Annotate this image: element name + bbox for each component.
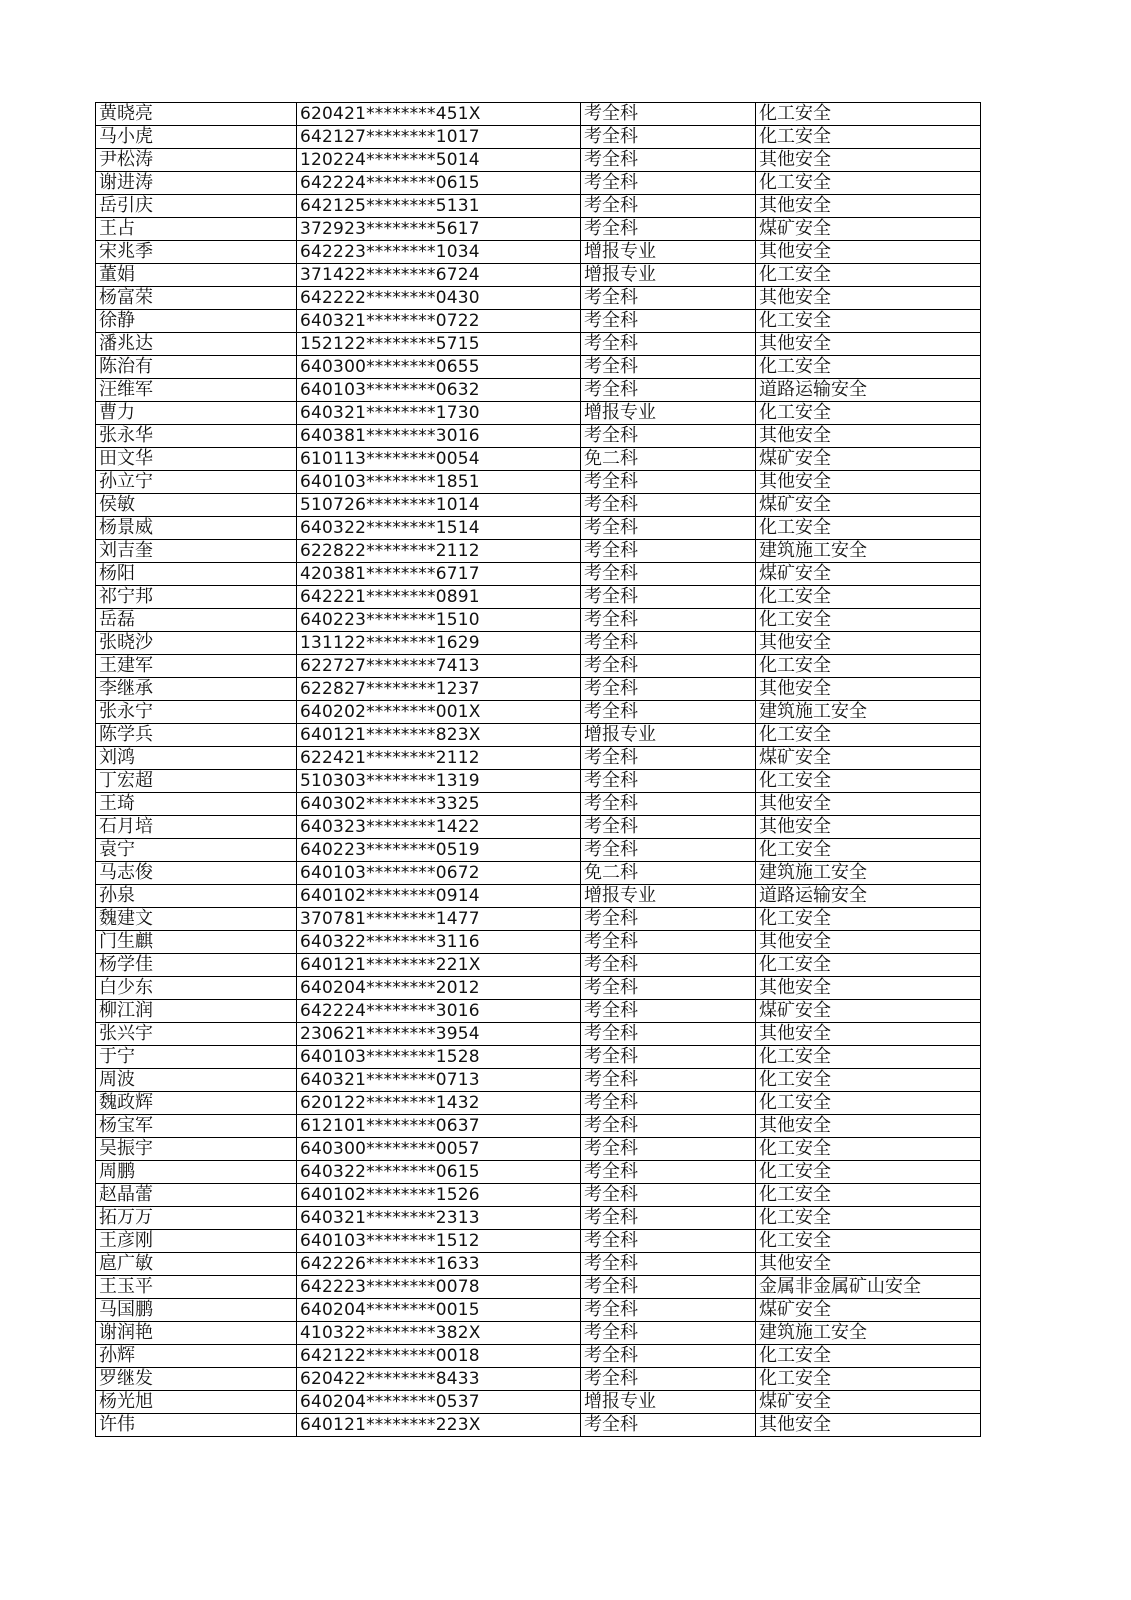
table-row bbox=[96, 885, 981, 908]
specialty-cell: 化工安全 bbox=[756, 954, 981, 977]
exam-roster-table bbox=[95, 102, 981, 1437]
table-row bbox=[96, 1253, 981, 1276]
table-row bbox=[96, 517, 981, 540]
name-cell: 马国鹏 bbox=[96, 1299, 297, 1322]
specialty-cell: 煤矿安全 bbox=[756, 1000, 981, 1023]
exam-type-cell: 考全科 bbox=[581, 839, 756, 862]
specialty-cell: 煤矿安全 bbox=[756, 747, 981, 770]
table-row bbox=[96, 494, 981, 517]
name-cell: 于宁 bbox=[96, 1046, 297, 1069]
name-cell: 王建军 bbox=[96, 655, 297, 678]
id-number-cell: 640102********1526 bbox=[297, 1184, 581, 1207]
name-cell: 谢润艳 bbox=[96, 1322, 297, 1345]
id-number-cell: 642224********0615 bbox=[297, 172, 581, 195]
name-cell: 王占 bbox=[96, 218, 297, 241]
name-cell: 潘兆达 bbox=[96, 333, 297, 356]
id-number-cell: 620421********451X bbox=[297, 103, 581, 126]
id-number-cell: 510303********1319 bbox=[297, 770, 581, 793]
table-row bbox=[96, 586, 981, 609]
specialty-cell: 其他安全 bbox=[756, 149, 981, 172]
exam-type-cell: 考全科 bbox=[581, 655, 756, 678]
table-row bbox=[96, 1092, 981, 1115]
name-cell: 袁宁 bbox=[96, 839, 297, 862]
specialty-cell: 其他安全 bbox=[756, 1253, 981, 1276]
exam-type-cell: 增报专业 bbox=[581, 264, 756, 287]
id-number-cell: 640103********1528 bbox=[297, 1046, 581, 1069]
id-number-cell: 120224********5014 bbox=[297, 149, 581, 172]
id-number-cell: 640322********3116 bbox=[297, 931, 581, 954]
specialty-cell: 化工安全 bbox=[756, 724, 981, 747]
name-cell: 马小虎 bbox=[96, 126, 297, 149]
id-number-cell: 640204********0015 bbox=[297, 1299, 581, 1322]
exam-type-cell: 考全科 bbox=[581, 379, 756, 402]
specialty-cell: 化工安全 bbox=[756, 1046, 981, 1069]
exam-type-cell: 考全科 bbox=[581, 425, 756, 448]
name-cell: 扈广敏 bbox=[96, 1253, 297, 1276]
name-cell: 吴振宇 bbox=[96, 1138, 297, 1161]
exam-type-cell: 考全科 bbox=[581, 632, 756, 655]
name-cell: 张永宁 bbox=[96, 701, 297, 724]
name-cell: 张兴宇 bbox=[96, 1023, 297, 1046]
table-row bbox=[96, 310, 981, 333]
exam-type-cell: 免二科 bbox=[581, 862, 756, 885]
specialty-cell: 化工安全 bbox=[756, 1138, 981, 1161]
name-cell: 汪维军 bbox=[96, 379, 297, 402]
id-number-cell: 622421********2112 bbox=[297, 747, 581, 770]
table-row bbox=[96, 1115, 981, 1138]
table-row bbox=[96, 1046, 981, 1069]
table-row bbox=[96, 816, 981, 839]
specialty-cell: 道路运输安全 bbox=[756, 379, 981, 402]
exam-type-cell: 免二科 bbox=[581, 448, 756, 471]
name-cell: 周波 bbox=[96, 1069, 297, 1092]
exam-type-cell: 考全科 bbox=[581, 172, 756, 195]
id-number-cell: 640102********0914 bbox=[297, 885, 581, 908]
exam-type-cell: 考全科 bbox=[581, 609, 756, 632]
table-row bbox=[96, 724, 981, 747]
exam-type-cell: 考全科 bbox=[581, 126, 756, 149]
name-cell: 杨学佳 bbox=[96, 954, 297, 977]
id-number-cell: 640202********001X bbox=[297, 701, 581, 724]
id-number-cell: 640204********2012 bbox=[297, 977, 581, 1000]
table-row bbox=[96, 678, 981, 701]
name-cell: 孙泉 bbox=[96, 885, 297, 908]
specialty-cell: 其他安全 bbox=[756, 287, 981, 310]
specialty-cell: 其他安全 bbox=[756, 678, 981, 701]
table-row bbox=[96, 1207, 981, 1230]
specialty-cell: 其他安全 bbox=[756, 1023, 981, 1046]
name-cell: 魏建文 bbox=[96, 908, 297, 931]
id-number-cell: 640121********823X bbox=[297, 724, 581, 747]
id-number-cell: 640321********0722 bbox=[297, 310, 581, 333]
specialty-cell: 其他安全 bbox=[756, 1115, 981, 1138]
id-number-cell: 622822********2112 bbox=[297, 540, 581, 563]
exam-type-cell: 考全科 bbox=[581, 1230, 756, 1253]
id-number-cell: 640223********1510 bbox=[297, 609, 581, 632]
id-number-cell: 640223********0519 bbox=[297, 839, 581, 862]
id-number-cell: 642125********5131 bbox=[297, 195, 581, 218]
exam-type-cell: 考全科 bbox=[581, 1276, 756, 1299]
table-row bbox=[96, 1069, 981, 1092]
exam-type-cell: 考全科 bbox=[581, 1368, 756, 1391]
exam-type-cell: 考全科 bbox=[581, 333, 756, 356]
table-row bbox=[96, 1023, 981, 1046]
exam-type-cell: 考全科 bbox=[581, 310, 756, 333]
table-row bbox=[96, 103, 981, 126]
specialty-cell: 化工安全 bbox=[756, 586, 981, 609]
exam-type-cell: 增报专业 bbox=[581, 885, 756, 908]
table-row bbox=[96, 908, 981, 931]
exam-type-cell: 考全科 bbox=[581, 540, 756, 563]
specialty-cell: 化工安全 bbox=[756, 1184, 981, 1207]
specialty-cell: 化工安全 bbox=[756, 402, 981, 425]
specialty-cell: 化工安全 bbox=[756, 1230, 981, 1253]
table-row bbox=[96, 655, 981, 678]
id-number-cell: 640321********1730 bbox=[297, 402, 581, 425]
name-cell: 董娟 bbox=[96, 264, 297, 287]
specialty-cell: 建筑施工安全 bbox=[756, 1322, 981, 1345]
id-number-cell: 622827********1237 bbox=[297, 678, 581, 701]
name-cell: 岳磊 bbox=[96, 609, 297, 632]
exam-roster-body bbox=[96, 103, 981, 1437]
id-number-cell: 640381********3016 bbox=[297, 425, 581, 448]
specialty-cell: 建筑施工安全 bbox=[756, 862, 981, 885]
name-cell: 孙辉 bbox=[96, 1345, 297, 1368]
specialty-cell: 煤矿安全 bbox=[756, 1299, 981, 1322]
id-number-cell: 410322********382X bbox=[297, 1322, 581, 1345]
name-cell: 张永华 bbox=[96, 425, 297, 448]
name-cell: 孙立宁 bbox=[96, 471, 297, 494]
table-row bbox=[96, 563, 981, 586]
specialty-cell: 化工安全 bbox=[756, 609, 981, 632]
id-number-cell: 640103********1851 bbox=[297, 471, 581, 494]
specialty-cell: 化工安全 bbox=[756, 310, 981, 333]
name-cell: 杨景威 bbox=[96, 517, 297, 540]
specialty-cell: 化工安全 bbox=[756, 126, 981, 149]
table-row bbox=[96, 1414, 981, 1437]
exam-type-cell: 考全科 bbox=[581, 747, 756, 770]
id-number-cell: 420381********6717 bbox=[297, 563, 581, 586]
name-cell: 祁宁邦 bbox=[96, 586, 297, 609]
name-cell: 拓万万 bbox=[96, 1207, 297, 1230]
specialty-cell: 其他安全 bbox=[756, 632, 981, 655]
id-number-cell: 152122********5715 bbox=[297, 333, 581, 356]
name-cell: 陈治有 bbox=[96, 356, 297, 379]
exam-type-cell: 增报专业 bbox=[581, 724, 756, 747]
specialty-cell: 化工安全 bbox=[756, 1207, 981, 1230]
id-number-cell: 510726********1014 bbox=[297, 494, 581, 517]
id-number-cell: 640103********1512 bbox=[297, 1230, 581, 1253]
exam-type-cell: 增报专业 bbox=[581, 241, 756, 264]
id-number-cell: 620422********8433 bbox=[297, 1368, 581, 1391]
exam-type-cell: 考全科 bbox=[581, 1115, 756, 1138]
specialty-cell: 其他安全 bbox=[756, 977, 981, 1000]
table-row bbox=[96, 172, 981, 195]
specialty-cell: 化工安全 bbox=[756, 839, 981, 862]
table-row bbox=[96, 287, 981, 310]
table-row bbox=[96, 632, 981, 655]
name-cell: 王琦 bbox=[96, 793, 297, 816]
exam-type-cell: 考全科 bbox=[581, 103, 756, 126]
exam-type-cell: 考全科 bbox=[581, 1046, 756, 1069]
table-row bbox=[96, 1230, 981, 1253]
name-cell: 曹力 bbox=[96, 402, 297, 425]
specialty-cell: 其他安全 bbox=[756, 816, 981, 839]
table-row bbox=[96, 793, 981, 816]
id-number-cell: 640103********0632 bbox=[297, 379, 581, 402]
specialty-cell: 化工安全 bbox=[756, 1069, 981, 1092]
name-cell: 侯敏 bbox=[96, 494, 297, 517]
exam-type-cell: 考全科 bbox=[581, 1161, 756, 1184]
name-cell: 刘吉奎 bbox=[96, 540, 297, 563]
specialty-cell: 其他安全 bbox=[756, 471, 981, 494]
table-row bbox=[96, 701, 981, 724]
table-row bbox=[96, 977, 981, 1000]
name-cell: 谢进涛 bbox=[96, 172, 297, 195]
table-row bbox=[96, 1138, 981, 1161]
table-row bbox=[96, 195, 981, 218]
id-number-cell: 640322********1514 bbox=[297, 517, 581, 540]
exam-type-cell: 增报专业 bbox=[581, 402, 756, 425]
id-number-cell: 640121********223X bbox=[297, 1414, 581, 1437]
id-number-cell: 620122********1432 bbox=[297, 1092, 581, 1115]
id-number-cell: 642226********1633 bbox=[297, 1253, 581, 1276]
id-number-cell: 640322********0615 bbox=[297, 1161, 581, 1184]
name-cell: 赵晶蕾 bbox=[96, 1184, 297, 1207]
specialty-cell: 金属非金属矿山安全 bbox=[756, 1276, 981, 1299]
exam-type-cell: 考全科 bbox=[581, 586, 756, 609]
specialty-cell: 道路运输安全 bbox=[756, 885, 981, 908]
table-row bbox=[96, 540, 981, 563]
name-cell: 白少东 bbox=[96, 977, 297, 1000]
id-number-cell: 642222********0430 bbox=[297, 287, 581, 310]
id-number-cell: 640103********0672 bbox=[297, 862, 581, 885]
table-row bbox=[96, 839, 981, 862]
id-number-cell: 612101********0637 bbox=[297, 1115, 581, 1138]
table-row bbox=[96, 1276, 981, 1299]
exam-type-cell: 考全科 bbox=[581, 793, 756, 816]
exam-type-cell: 增报专业 bbox=[581, 1391, 756, 1414]
exam-type-cell: 考全科 bbox=[581, 701, 756, 724]
name-cell: 李继承 bbox=[96, 678, 297, 701]
exam-type-cell: 考全科 bbox=[581, 517, 756, 540]
name-cell: 杨宝军 bbox=[96, 1115, 297, 1138]
id-number-cell: 642223********0078 bbox=[297, 1276, 581, 1299]
exam-type-cell: 考全科 bbox=[581, 1299, 756, 1322]
table-row bbox=[96, 1299, 981, 1322]
exam-type-cell: 考全科 bbox=[581, 149, 756, 172]
name-cell: 门生麒 bbox=[96, 931, 297, 954]
id-number-cell: 371422********6724 bbox=[297, 264, 581, 287]
exam-type-cell: 考全科 bbox=[581, 1184, 756, 1207]
id-number-cell: 622727********7413 bbox=[297, 655, 581, 678]
table-row bbox=[96, 218, 981, 241]
specialty-cell: 建筑施工安全 bbox=[756, 701, 981, 724]
exam-type-cell: 考全科 bbox=[581, 816, 756, 839]
specialty-cell: 其他安全 bbox=[756, 1414, 981, 1437]
name-cell: 徐静 bbox=[96, 310, 297, 333]
exam-type-cell: 考全科 bbox=[581, 1207, 756, 1230]
specialty-cell: 煤矿安全 bbox=[756, 1391, 981, 1414]
id-number-cell: 230621********3954 bbox=[297, 1023, 581, 1046]
name-cell: 许伟 bbox=[96, 1414, 297, 1437]
exam-type-cell: 考全科 bbox=[581, 908, 756, 931]
exam-type-cell: 考全科 bbox=[581, 1092, 756, 1115]
name-cell: 丁宏超 bbox=[96, 770, 297, 793]
table-row bbox=[96, 471, 981, 494]
table-row bbox=[96, 747, 981, 770]
exam-type-cell: 考全科 bbox=[581, 1138, 756, 1161]
name-cell: 王玉平 bbox=[96, 1276, 297, 1299]
table-row bbox=[96, 264, 981, 287]
specialty-cell: 化工安全 bbox=[756, 1368, 981, 1391]
exam-type-cell: 考全科 bbox=[581, 1069, 756, 1092]
name-cell: 岳引庆 bbox=[96, 195, 297, 218]
id-number-cell: 642224********3016 bbox=[297, 1000, 581, 1023]
exam-type-cell: 考全科 bbox=[581, 287, 756, 310]
id-number-cell: 640300********0057 bbox=[297, 1138, 581, 1161]
exam-type-cell: 考全科 bbox=[581, 770, 756, 793]
id-number-cell: 370781********1477 bbox=[297, 908, 581, 931]
name-cell: 魏政辉 bbox=[96, 1092, 297, 1115]
id-number-cell: 642122********0018 bbox=[297, 1345, 581, 1368]
id-number-cell: 131122********1629 bbox=[297, 632, 581, 655]
table-row bbox=[96, 333, 981, 356]
name-cell: 尹松涛 bbox=[96, 149, 297, 172]
table-row bbox=[96, 609, 981, 632]
specialty-cell: 其他安全 bbox=[756, 425, 981, 448]
name-cell: 杨阳 bbox=[96, 563, 297, 586]
table-row bbox=[96, 1184, 981, 1207]
specialty-cell: 化工安全 bbox=[756, 1092, 981, 1115]
table-row bbox=[96, 149, 981, 172]
id-number-cell: 640321********2313 bbox=[297, 1207, 581, 1230]
exam-type-cell: 考全科 bbox=[581, 1345, 756, 1368]
table-row bbox=[96, 241, 981, 264]
specialty-cell: 煤矿安全 bbox=[756, 218, 981, 241]
specialty-cell: 化工安全 bbox=[756, 770, 981, 793]
table-row bbox=[96, 1391, 981, 1414]
name-cell: 石月培 bbox=[96, 816, 297, 839]
specialty-cell: 化工安全 bbox=[756, 908, 981, 931]
name-cell: 周鹏 bbox=[96, 1161, 297, 1184]
id-number-cell: 640321********0713 bbox=[297, 1069, 581, 1092]
exam-type-cell: 考全科 bbox=[581, 1253, 756, 1276]
exam-type-cell: 考全科 bbox=[581, 678, 756, 701]
name-cell: 柳江润 bbox=[96, 1000, 297, 1023]
id-number-cell: 642221********0891 bbox=[297, 586, 581, 609]
table-row bbox=[96, 402, 981, 425]
table-row bbox=[96, 1368, 981, 1391]
exam-type-cell: 考全科 bbox=[581, 494, 756, 517]
specialty-cell: 化工安全 bbox=[756, 517, 981, 540]
table-row bbox=[96, 862, 981, 885]
exam-type-cell: 考全科 bbox=[581, 931, 756, 954]
specialty-cell: 化工安全 bbox=[756, 103, 981, 126]
name-cell: 马志俊 bbox=[96, 862, 297, 885]
exam-type-cell: 考全科 bbox=[581, 954, 756, 977]
id-number-cell: 642127********1017 bbox=[297, 126, 581, 149]
specialty-cell: 化工安全 bbox=[756, 264, 981, 287]
specialty-cell: 化工安全 bbox=[756, 655, 981, 678]
specialty-cell: 其他安全 bbox=[756, 931, 981, 954]
table-row bbox=[96, 425, 981, 448]
exam-type-cell: 考全科 bbox=[581, 1322, 756, 1345]
name-cell: 罗继发 bbox=[96, 1368, 297, 1391]
name-cell: 宋兆季 bbox=[96, 241, 297, 264]
id-number-cell: 610113********0054 bbox=[297, 448, 581, 471]
exam-type-cell: 考全科 bbox=[581, 1023, 756, 1046]
exam-type-cell: 考全科 bbox=[581, 977, 756, 1000]
name-cell: 张晓沙 bbox=[96, 632, 297, 655]
specialty-cell: 化工安全 bbox=[756, 1161, 981, 1184]
specialty-cell: 其他安全 bbox=[756, 793, 981, 816]
name-cell: 田文华 bbox=[96, 448, 297, 471]
id-number-cell: 642223********1034 bbox=[297, 241, 581, 264]
specialty-cell: 煤矿安全 bbox=[756, 448, 981, 471]
table-row bbox=[96, 1161, 981, 1184]
name-cell: 陈学兵 bbox=[96, 724, 297, 747]
table-row bbox=[96, 356, 981, 379]
id-number-cell: 640121********221X bbox=[297, 954, 581, 977]
id-number-cell: 640302********3325 bbox=[297, 793, 581, 816]
exam-type-cell: 考全科 bbox=[581, 1000, 756, 1023]
table-row bbox=[96, 379, 981, 402]
exam-type-cell: 考全科 bbox=[581, 218, 756, 241]
specialty-cell: 建筑施工安全 bbox=[756, 540, 981, 563]
specialty-cell: 煤矿安全 bbox=[756, 494, 981, 517]
exam-type-cell: 考全科 bbox=[581, 1414, 756, 1437]
name-cell: 刘鸿 bbox=[96, 747, 297, 770]
specialty-cell: 其他安全 bbox=[756, 241, 981, 264]
table-row bbox=[96, 126, 981, 149]
id-number-cell: 640204********0537 bbox=[297, 1391, 581, 1414]
table-row bbox=[96, 448, 981, 471]
table-row bbox=[96, 1000, 981, 1023]
specialty-cell: 其他安全 bbox=[756, 195, 981, 218]
specialty-cell: 化工安全 bbox=[756, 356, 981, 379]
name-cell: 王彦刚 bbox=[96, 1230, 297, 1253]
specialty-cell: 其他安全 bbox=[756, 333, 981, 356]
table-row bbox=[96, 931, 981, 954]
table-row bbox=[96, 954, 981, 977]
specialty-cell: 化工安全 bbox=[756, 172, 981, 195]
exam-type-cell: 考全科 bbox=[581, 195, 756, 218]
table-row bbox=[96, 1322, 981, 1345]
name-cell: 黄晓亮 bbox=[96, 103, 297, 126]
specialty-cell: 化工安全 bbox=[756, 1345, 981, 1368]
table-row bbox=[96, 1345, 981, 1368]
specialty-cell: 煤矿安全 bbox=[756, 563, 981, 586]
exam-type-cell: 考全科 bbox=[581, 356, 756, 379]
exam-type-cell: 考全科 bbox=[581, 471, 756, 494]
id-number-cell: 372923********5617 bbox=[297, 218, 581, 241]
name-cell: 杨光旭 bbox=[96, 1391, 297, 1414]
exam-type-cell: 考全科 bbox=[581, 563, 756, 586]
name-cell: 杨富荣 bbox=[96, 287, 297, 310]
table-row bbox=[96, 770, 981, 793]
id-number-cell: 640300********0655 bbox=[297, 356, 581, 379]
id-number-cell: 640323********1422 bbox=[297, 816, 581, 839]
